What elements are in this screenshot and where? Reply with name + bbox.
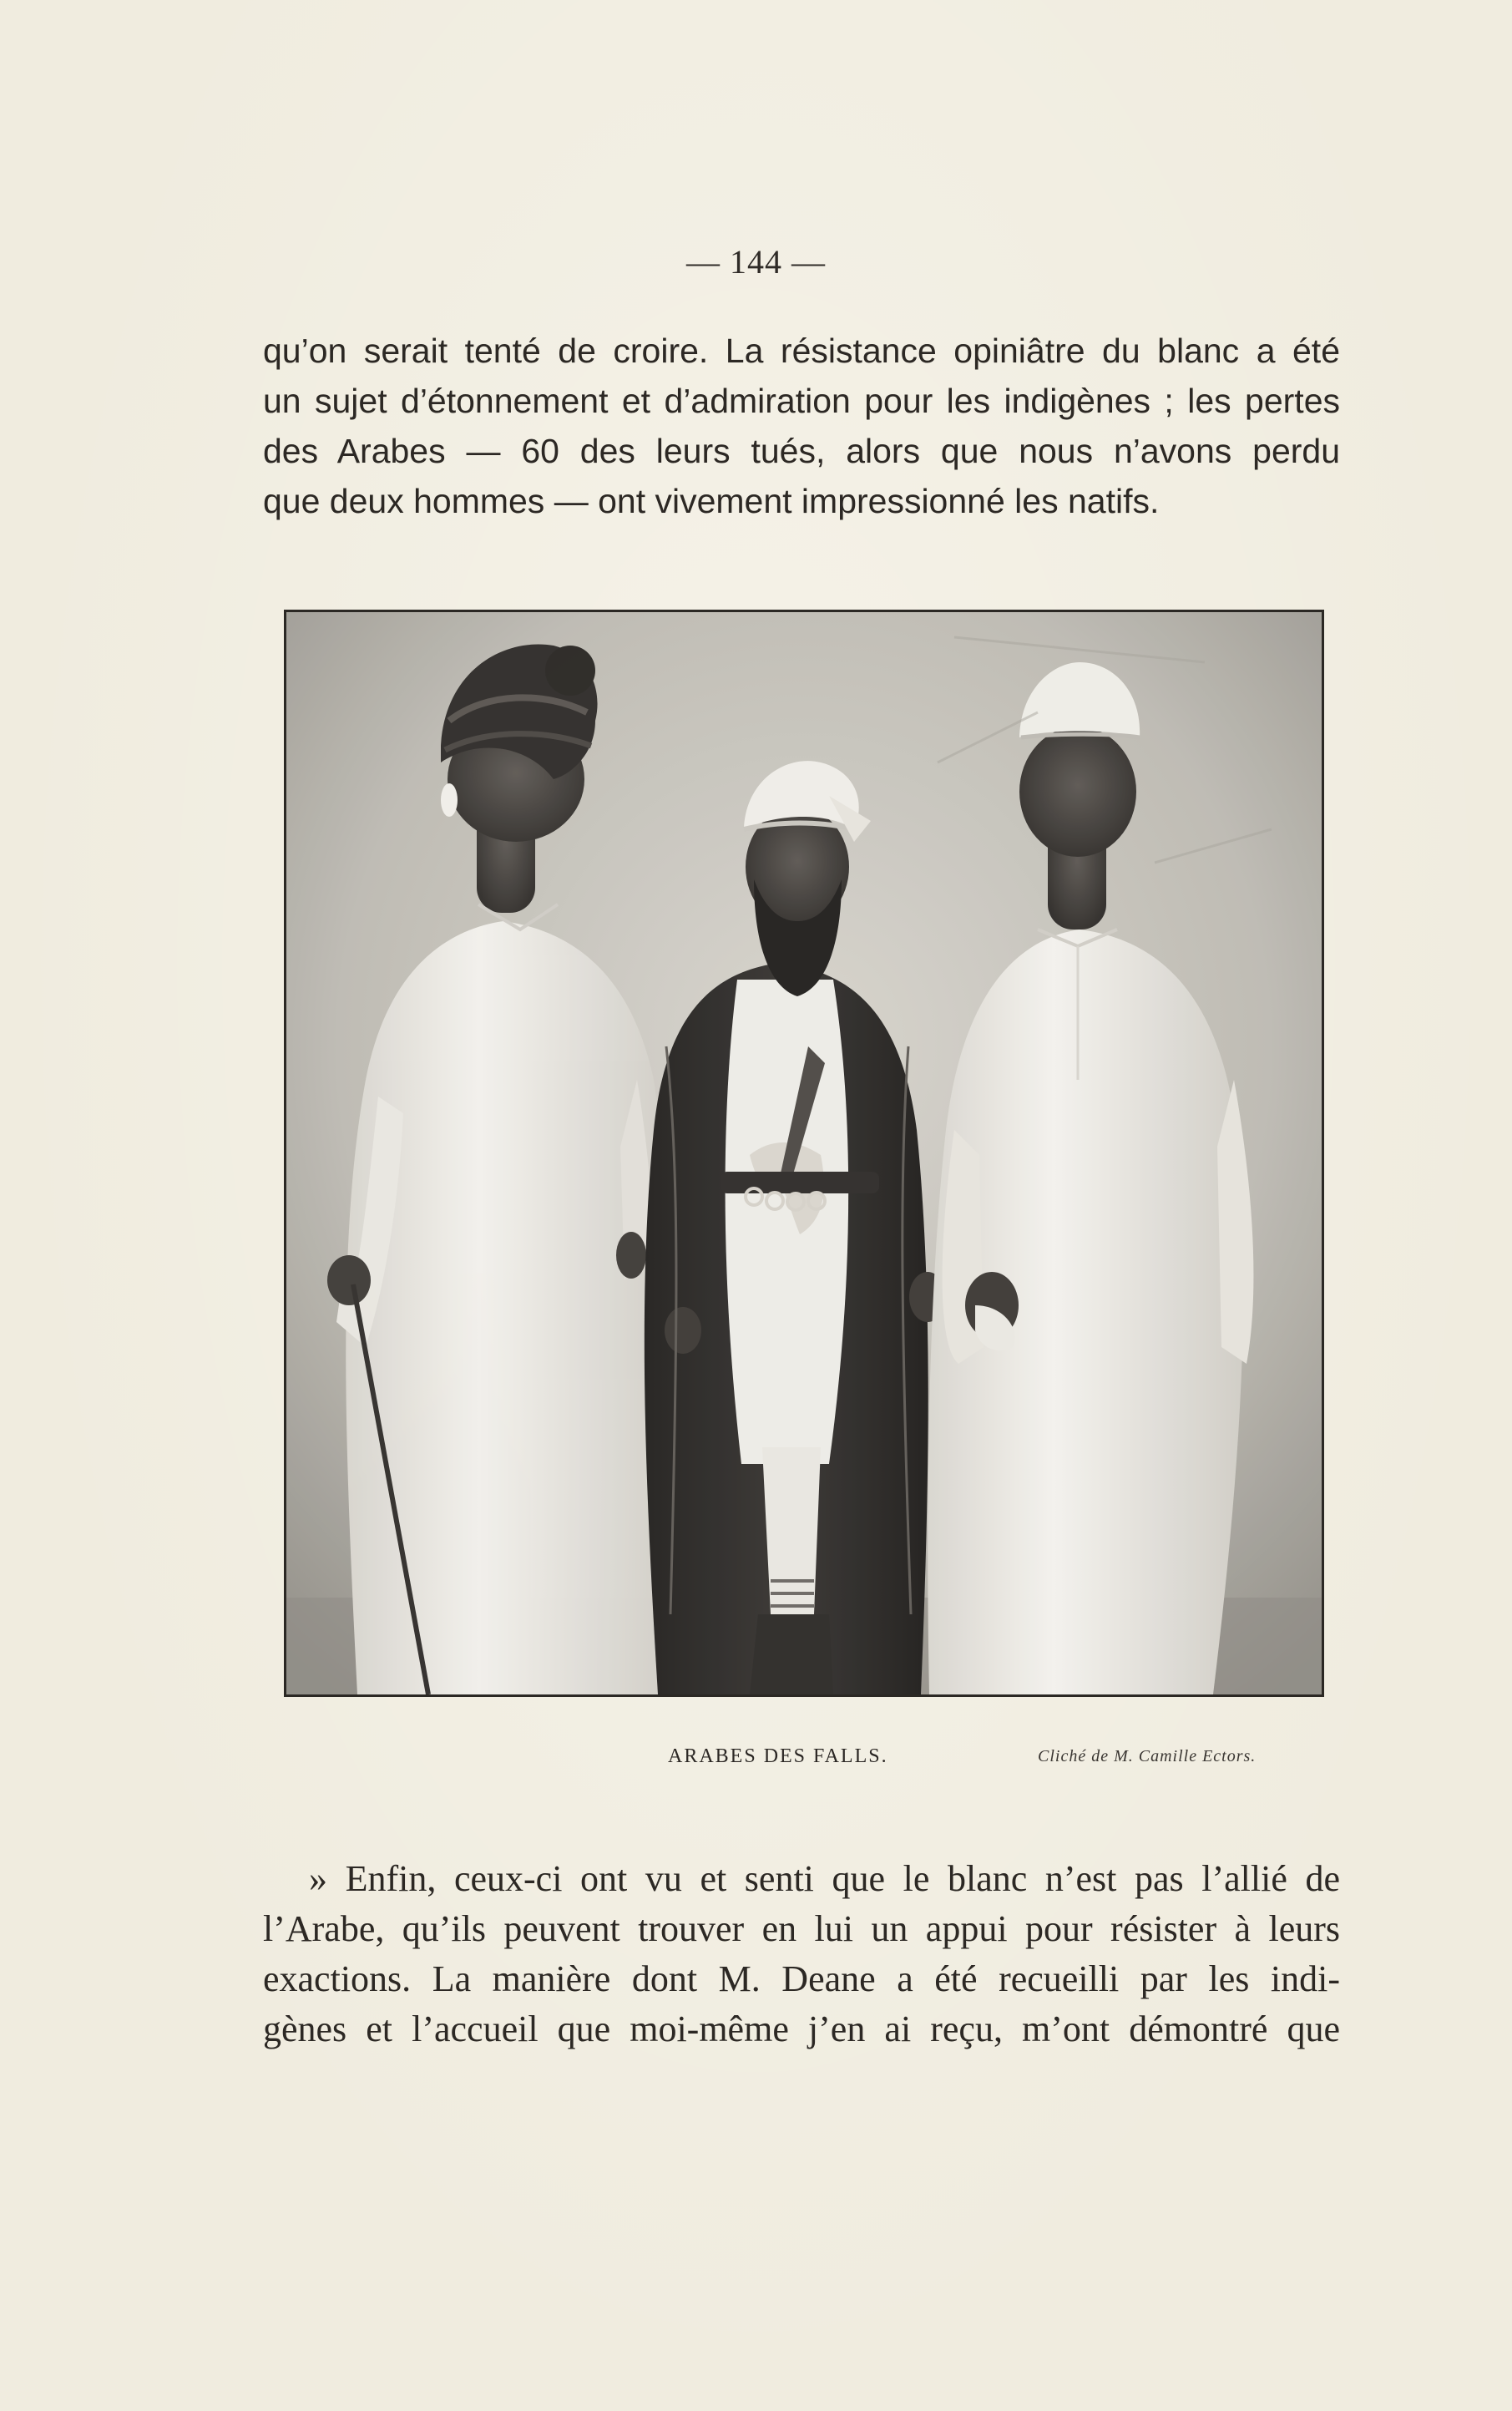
text-line: qu’on serait tenté de croire. La résistance opiniâtre du blanc a été <box>263 332 1340 370</box>
photo-credit: Cliché de M. Camille Ectors. <box>1038 1747 1257 1765</box>
figure-caption <box>0 1745 1512 1779</box>
page-number: — 144 — <box>686 243 826 281</box>
text-line: des Arabes — 60 des leurs tués, alors que nous n’avons perdu <box>263 432 1340 470</box>
caption-title: ARABES DES FALLS. <box>668 1745 888 1767</box>
paragraph-bottom <box>263 1854 1340 2054</box>
text-line: » Enfin, ceux-ci ont vu et senti que le blanc n’est pas l’allié de <box>309 1858 1340 1899</box>
photograph-illustration <box>286 612 1322 1694</box>
text-line: exactions. La manière dont M. Deane a été recueilli par les indi- <box>263 1958 1340 1999</box>
paragraph-top <box>263 326 1340 526</box>
text-line: l’Arabe, qu’ils peuvent trouver en lui un appui pour résister à leurs <box>263 1908 1340 1949</box>
text-line: gènes et l’accueil que moi-même j’en ai reçu, m’ont démontré que <box>263 2008 1340 2049</box>
photograph-three-men <box>284 610 1324 1697</box>
text-line: que deux hommes — ont vivement impressionné les natifs. <box>263 482 1160 520</box>
text-line: un sujet d’étonnement et d’admiration pour les indigènes ; les pertes <box>263 382 1340 420</box>
